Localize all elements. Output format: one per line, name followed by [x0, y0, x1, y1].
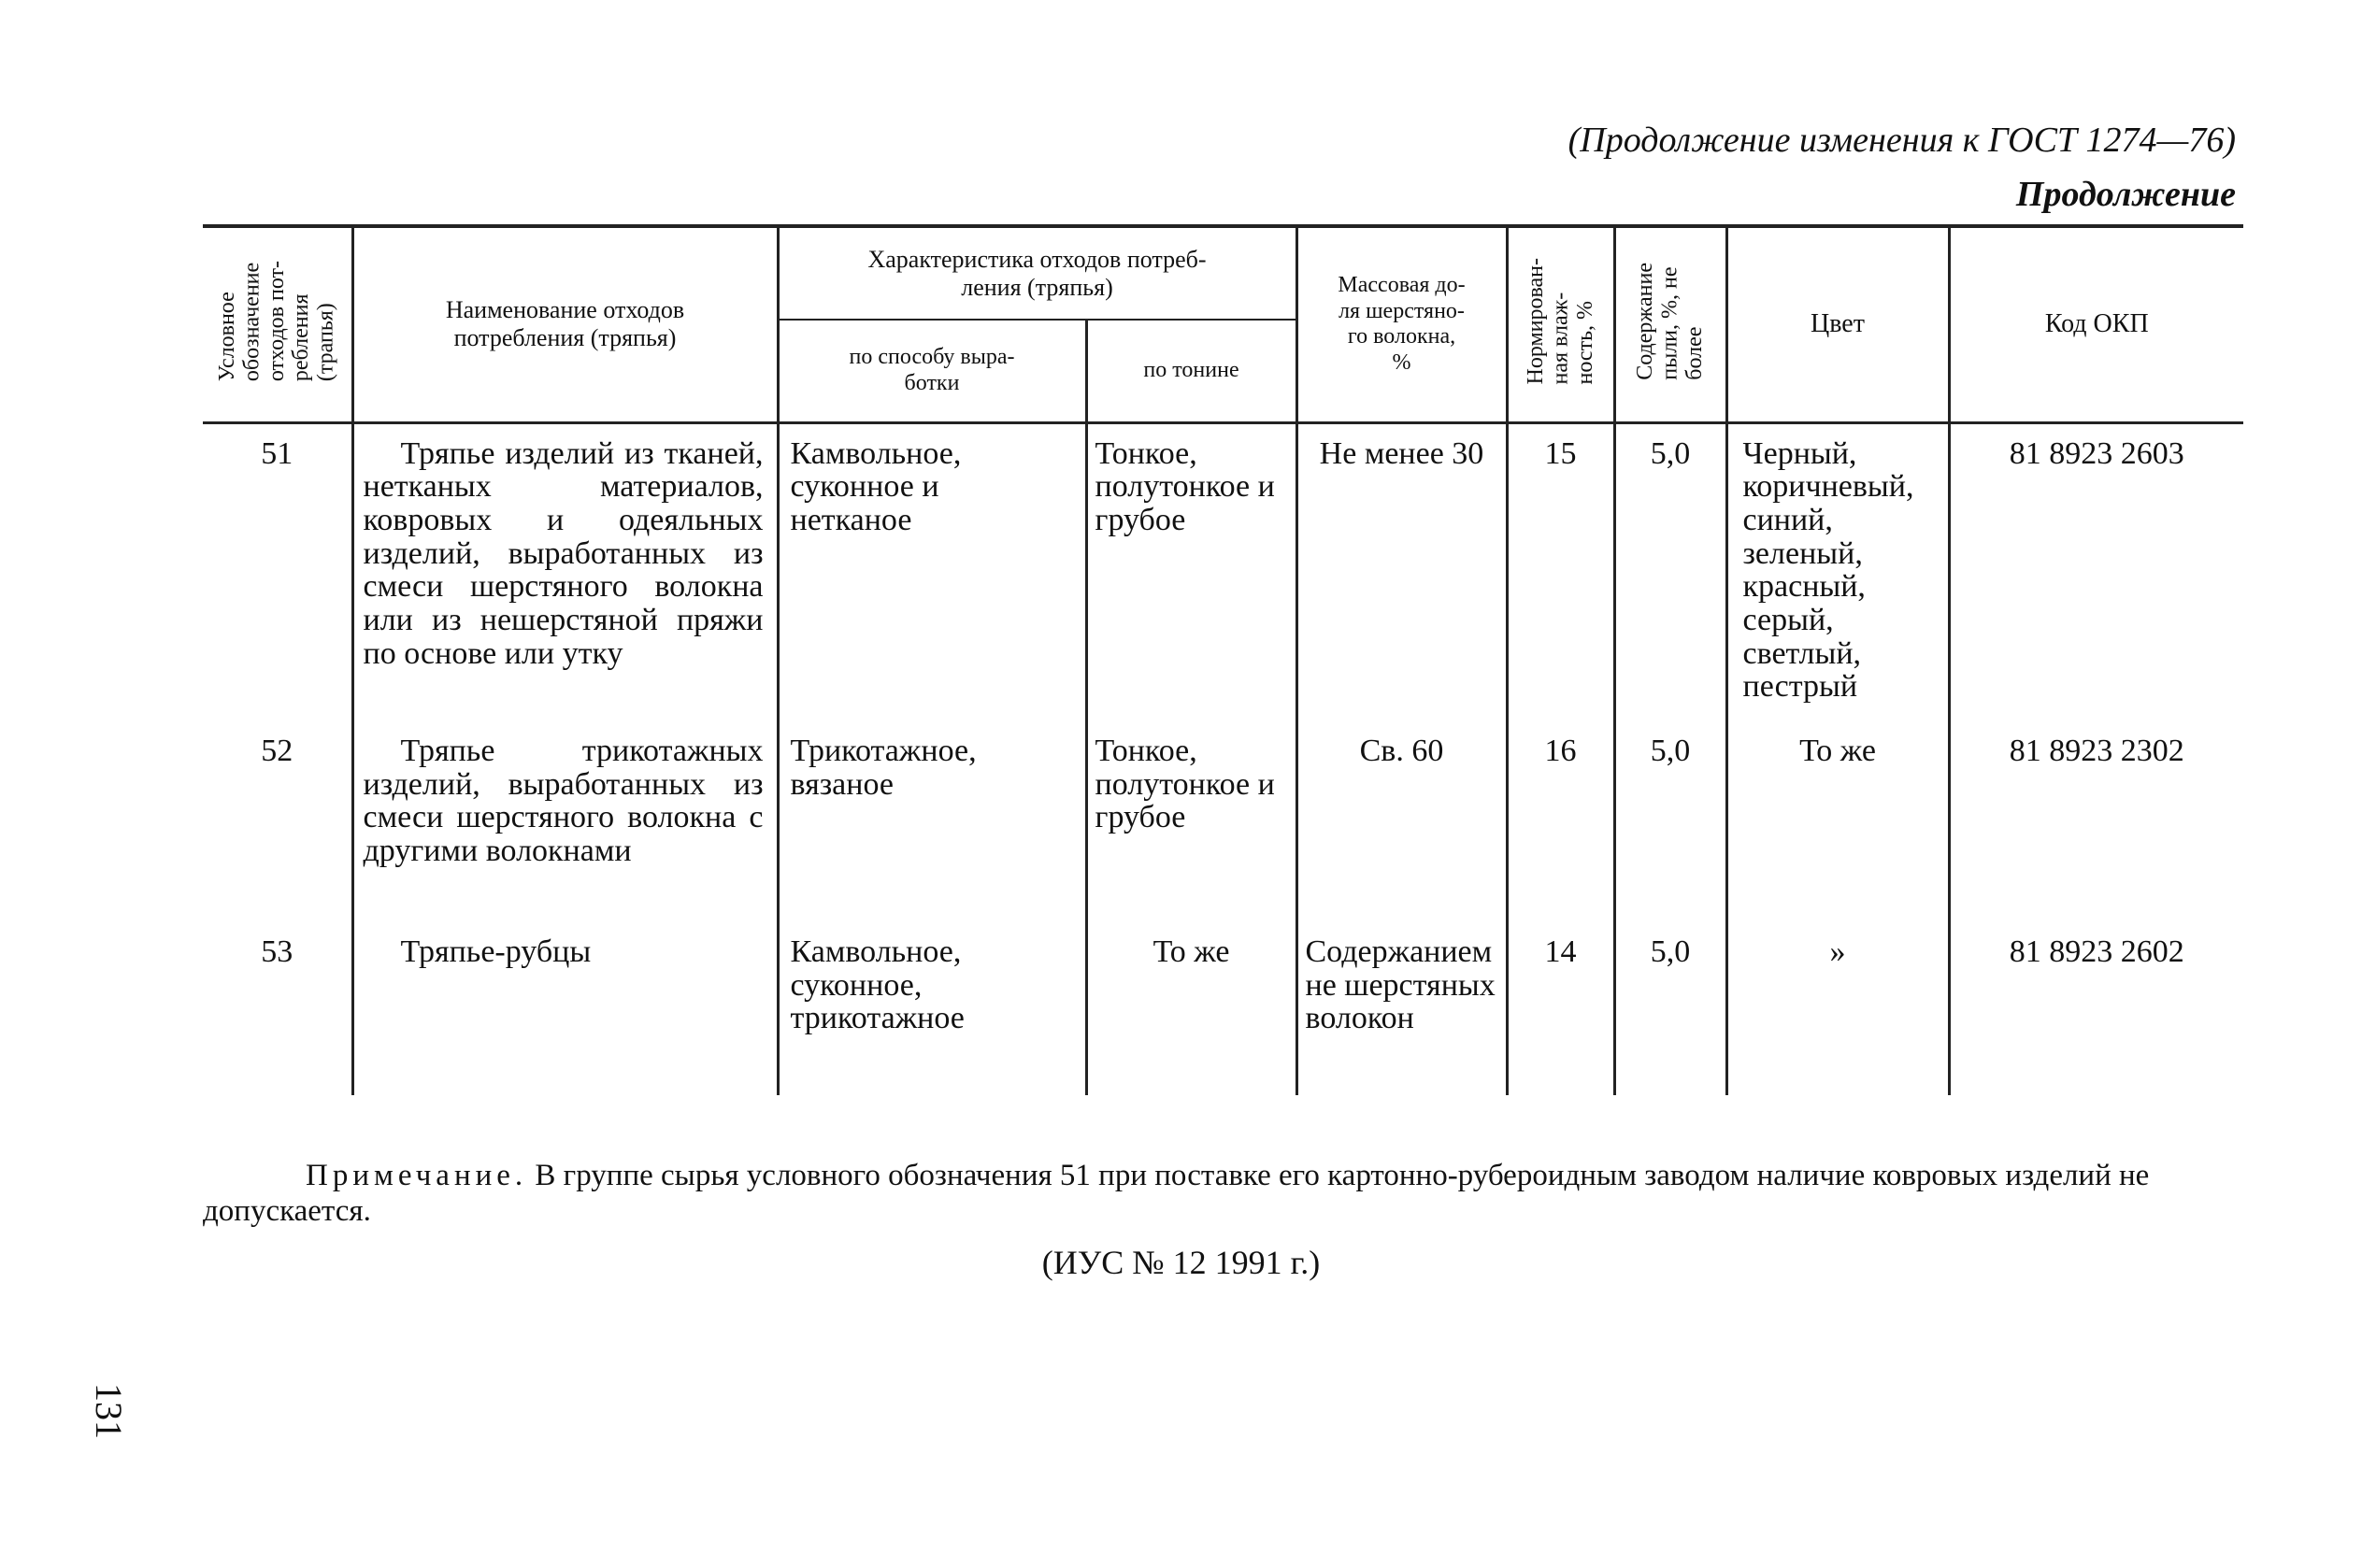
row-okp: 81 8923 2603: [1949, 422, 2243, 721]
row-moisture: 15: [1507, 422, 1614, 721]
table-row: [203, 721, 2243, 922]
row-color: »: [1726, 922, 1949, 1095]
row-color: Черный, коричневый, синий, зеленый, красный, серый, светлый, пестрый: [1726, 422, 1949, 721]
header-wool-fraction: Массовая до- ля шерстяно- го волокна, %: [1296, 226, 1507, 422]
row-color: То же: [1726, 721, 1949, 922]
header-characteristics: Характеристика отходов потреб- ления (тряпья): [778, 226, 1296, 320]
row-name: Тряпье-рубцы: [352, 922, 778, 1095]
table-row: [203, 422, 2243, 721]
row-moisture: 14: [1507, 922, 1614, 1095]
row-okp: 81 8923 2302: [1949, 721, 2243, 922]
row-moisture: 16: [1507, 721, 1614, 922]
document-header-title: (Продолжение изменения к ГОСТ 1274—76): [1568, 121, 2236, 160]
row-by-fineness: Тонкое, полутонкое и грубое: [1086, 721, 1296, 922]
continuation-label: Продолжение: [2015, 175, 2236, 214]
row-name: Тряпье трикотажных изделий, выработанных из смеси шерстяного волокна с другими волокнами: [352, 721, 778, 922]
header-dust: Содержание пыли, %, не более: [1614, 226, 1726, 422]
row-name: Тряпье изделий из тканей, нетканых материалов, ковровых и одеяльных изделий, выработанных из смеси шерстяного волокна или из нешерстяной пряжи по основе или утку: [352, 422, 778, 721]
row-dust: 5,0: [1614, 422, 1726, 721]
header-okp: Код ОКП: [1949, 226, 2243, 422]
row-by-fineness: Тонкое, полутонкое и грубое: [1086, 422, 1296, 721]
note-label: Примечание.: [306, 1159, 528, 1192]
row-by-method: Камвольное, суконное, трикотажное: [778, 922, 1086, 1095]
row-code: 53: [261, 934, 293, 969]
row-wool-fraction: Не менее 30: [1296, 422, 1507, 721]
row-code: 51: [261, 435, 293, 471]
row-wool-fraction: Св. 60: [1296, 721, 1507, 922]
waste-table: [203, 224, 2243, 1095]
ius-reference: (ИУС № 12 1991 г.): [1041, 1244, 1321, 1281]
table-note: [203, 1159, 2243, 1230]
row-dust: 5,0: [1614, 721, 1726, 922]
page-number: 131: [88, 1383, 130, 1439]
row-wool-fraction: Содержанием не шерстяных волокон: [1296, 922, 1507, 1095]
row-by-method: Камвольное, суконное и нетканое: [778, 422, 1086, 721]
header-name: Наименование отходов потребления (тряпья): [352, 226, 778, 422]
row-by-fineness: То же: [1086, 922, 1296, 1095]
note-text: В группе сырья условного обозначения 51 при поставке его картонно-рубероидным заводом наличие ковровых изделий не допускается.: [203, 1159, 2150, 1228]
row-by-method: Трикотажное, вязаное: [778, 721, 1086, 922]
row-code: 52: [261, 734, 293, 768]
header-code: Условное обозначение отходов пот- ребления (трапья): [203, 226, 352, 422]
table-row: [203, 922, 2243, 1095]
header-by-fineness: по тонине: [1086, 320, 1296, 422]
row-okp: 81 8923 2602: [1949, 922, 2243, 1095]
row-dust: 5,0: [1614, 922, 1726, 1095]
header-moisture: Нормирован- ная влаж- ность, %: [1507, 226, 1614, 422]
header-color: Цвет: [1726, 226, 1949, 422]
header-by-method: по способу выра- ботки: [778, 320, 1086, 422]
